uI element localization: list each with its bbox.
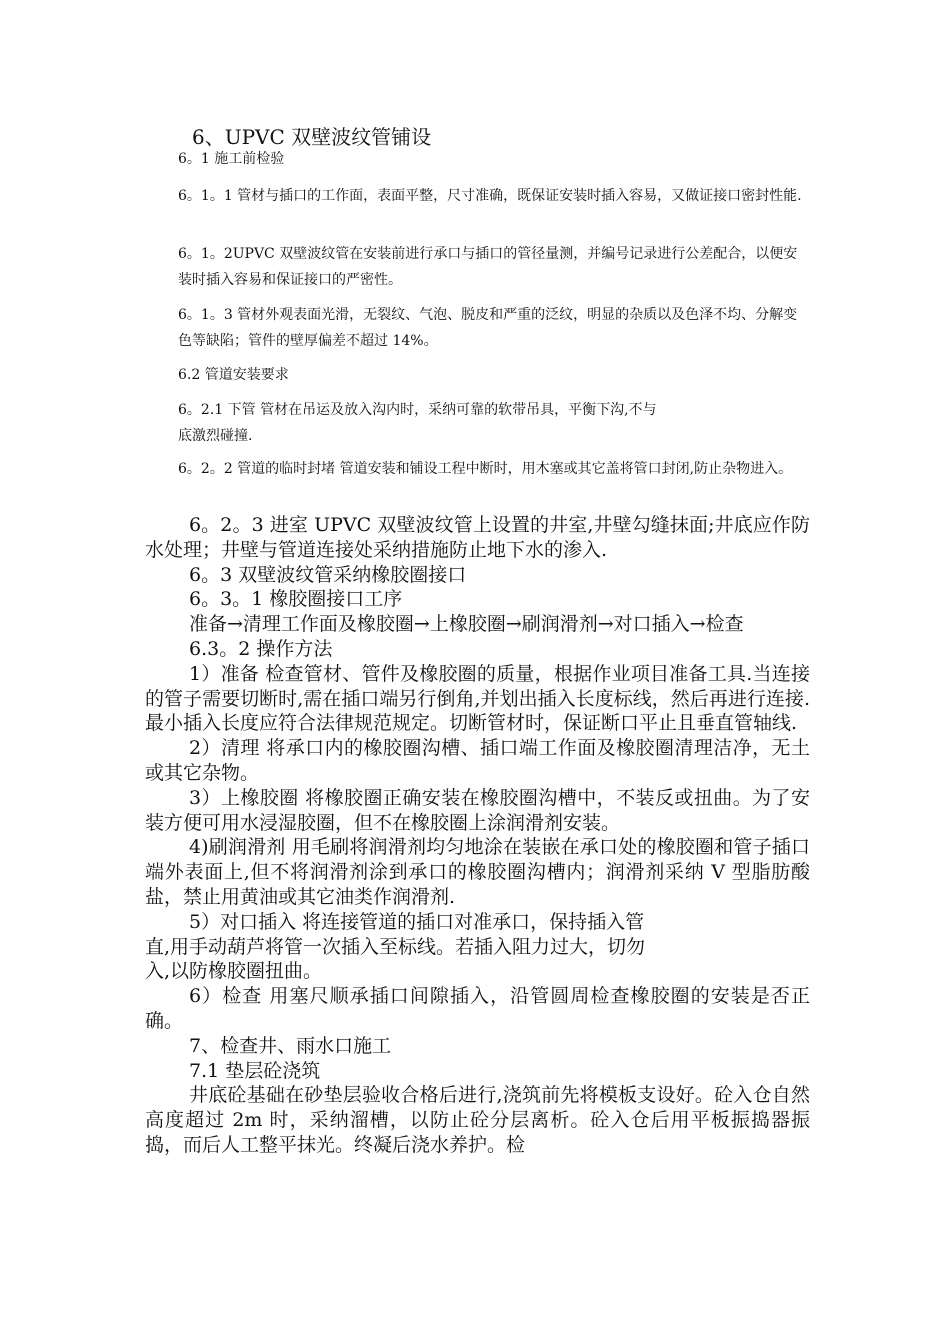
paragraph: 直,用手动葫芦将管一次插入至标线。若插入阻力过大，切勿 bbox=[145, 935, 646, 958]
paragraph: 6.2 管道安装要求 bbox=[178, 367, 289, 383]
paragraph: 准备→清理工作面及橡胶圈→上橡胶圈→刷润滑剂→对口插入→检查 bbox=[189, 613, 744, 636]
paragraph: 6。2.1 下管 管材在吊运及放入沟内时，采纳可靠的软带吊具，平衡下沟,不与 bbox=[178, 402, 657, 418]
subsection-heading-6-2 bbox=[178, 362, 808, 388]
paragraph: 3）上橡胶圈 将橡胶圈正确安装在橡胶圈沟槽中，不装反或扭曲。为了安装方便可用水浸湿胶圈，但不在橡胶圈上涂润滑剂安装。 bbox=[145, 786, 810, 834]
paragraph: 底激烈碰撞. bbox=[178, 428, 253, 444]
paragraph: 7、检查井、雨水口施工 bbox=[189, 1034, 392, 1057]
paragraph-block bbox=[178, 456, 808, 482]
paragraph: 6。1 施工前检验 bbox=[178, 151, 285, 167]
section-title: 6、UPVC 双壁波纹管铺设 bbox=[192, 125, 432, 149]
paragraph: 6。1。2UPVC 双壁波纹管在安装前进行承口与插口的管径量测，并编号记录进行公差配合，以便安装时插入容易和保证接口的严密性。 bbox=[178, 246, 798, 288]
paragraph: 6。1。1 管材与插口的工作面，表面平整，尺寸准确，既保证安装时插入容易，又做证接口密封性能. bbox=[178, 188, 802, 204]
paragraph: 6。3 双壁波纹管采纳橡胶圈接口 bbox=[189, 563, 467, 586]
paragraph-block bbox=[178, 397, 808, 449]
paragraph: 6）检查 用塞尺顺承插口间隙插入，沿管圆周检查橡胶圈的安装是否正确。 bbox=[145, 985, 810, 1032]
paragraph: 4)刷润滑剂 用毛刷将润滑剂均匀地涂在装嵌在承口处的橡胶圈和管子插口端外表面上,但不将润滑剂涂到承口的橡胶圈沟槽内；润滑剂采纳 V 型脂肪酸盐，禁止用黄油或其它油类作润滑剂. bbox=[145, 836, 810, 908]
faint-watermark bbox=[310, 1300, 640, 1330]
main-body bbox=[145, 513, 810, 1158]
paragraph-block bbox=[178, 302, 808, 354]
paragraph: 2）清理 将承口内的橡胶圈沟槽、插口端工作面及橡胶圈清理洁净，无土或其它杂物。 bbox=[145, 737, 810, 784]
paragraph-block bbox=[178, 241, 808, 293]
paragraph: 6。2。2 管道的临时封堵 管道安装和铺设工程中断时，用木塞或其它盖将管口封闭,防止杂物进入。 bbox=[178, 461, 793, 477]
paragraph: 1）准备 检查管材、管件及橡胶圈的质量，根据作业项目准备工具.当连接的管子需要切断时,需在插口端另行倒角,并划出插入长度标线，然后再进行连接.最小插入长度应符合法律规范规定。切断管材时，保证断口平止且垂直管轴线. bbox=[145, 662, 810, 735]
paragraph: 6。3。1 橡胶圈接口工序 bbox=[189, 588, 403, 611]
paragraph: 6。1。3 管材外观表面光滑，无裂纹、气泡、脱皮和严重的泛纹，明显的杂质以及色泽不均、分解变色等缺陷；管件的壁厚偏差不超过 14%。 bbox=[178, 307, 798, 349]
paragraph: 井底砼基础在砂垫层验收合格后进行,浇筑前先将模板支设好。砼入仓自然高度超过 2m 时，采纳溜槽，以防止砼分层离析。砼入仓后用平板振捣器振捣，而后人工整平抹光。终凝后浇水养护。检 bbox=[145, 1084, 810, 1156]
paragraph: 5）对口插入 将连接管道的插口对准承口，保持插入管 bbox=[189, 910, 645, 933]
paragraph: 7.1 垫层砼浇筑 bbox=[189, 1059, 321, 1082]
paragraph: 6。2。3 进室 UPVC 双壁波纹管上设置的井室,井壁勾缝抹面;井底应作防水处理；井壁与管道连接处采纳措施防止地下水的渗入. bbox=[145, 514, 810, 561]
subsection-heading-6-1 bbox=[178, 146, 808, 172]
paragraph-block bbox=[178, 183, 808, 209]
paragraph: 入,以防橡胶圈扭曲。 bbox=[145, 960, 323, 983]
paragraph: 6.3。2 操作方法 bbox=[189, 637, 333, 660]
